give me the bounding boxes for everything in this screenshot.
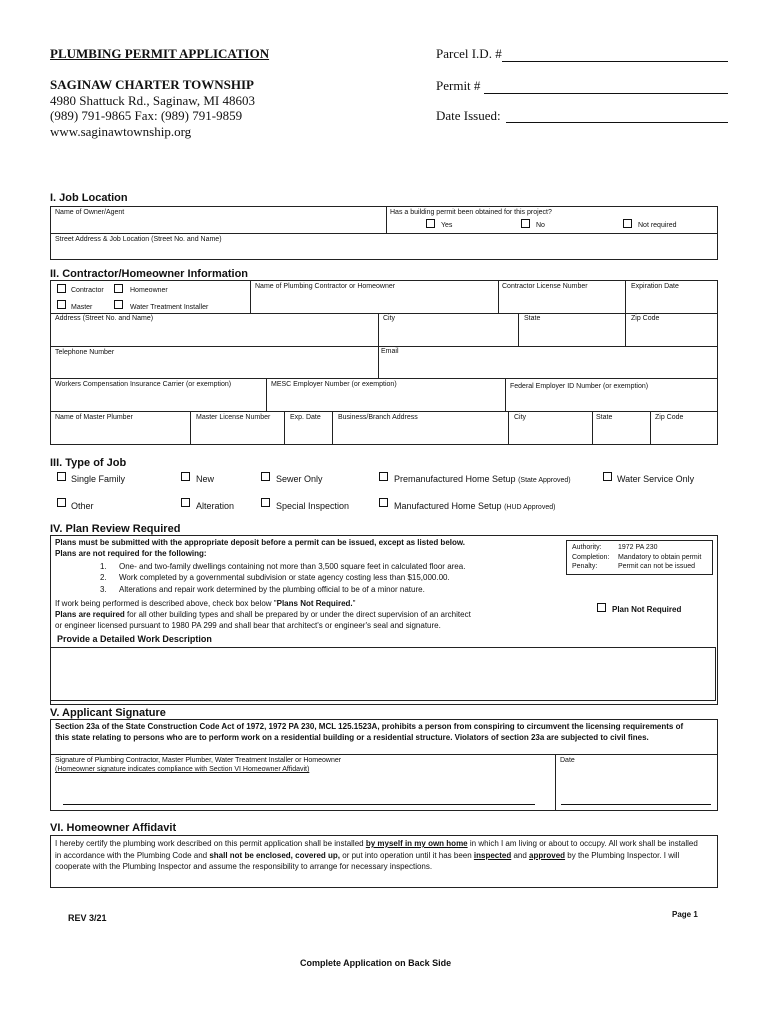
- parcel-field[interactable]: [502, 61, 728, 62]
- plan-review-line2: Plans are not required for the following:: [55, 549, 207, 558]
- permit-yes-checkbox[interactable]: [426, 219, 435, 228]
- city-label: City: [383, 315, 396, 322]
- premanufactured-checkbox[interactable]: [379, 472, 388, 481]
- date-line[interactable]: [561, 804, 711, 805]
- section-1-title: I. Job Location: [50, 192, 128, 204]
- special-inspection-checkbox[interactable]: [261, 498, 270, 507]
- alteration-label: Alteration: [196, 501, 235, 511]
- water-service-checkbox[interactable]: [603, 472, 612, 481]
- affidavit-part-1: I hereby certify the plumbing work described on this permit application shall be installed: [55, 839, 366, 848]
- affidavit-part-8: approved: [529, 850, 566, 860]
- single-family-label: Single Family: [71, 474, 126, 484]
- permit-not-required-label: Not required: [638, 222, 677, 229]
- plan-not-required-label: Plan Not Required: [612, 605, 682, 614]
- plan-not-required-checkbox[interactable]: [597, 603, 606, 612]
- plan-review-line1: Plans must be submitted with the appropriate deposit before a permit can be issued, except as listed below.: [55, 538, 466, 547]
- affidavit-part-7: and: [511, 850, 530, 860]
- org-phone: (989) 791-9865 Fax: (989) 791-9859: [50, 108, 243, 123]
- contractor-name-label: Name of Plumbing Contractor or Homeowner: [255, 283, 396, 290]
- sewer-only-label: Sewer Only: [276, 474, 323, 484]
- street-address-label: Street Address & Job Location (Street No. and Name): [55, 236, 222, 243]
- authority-label: Authority:: [572, 544, 602, 551]
- revision-label: REV 3/21: [68, 913, 107, 923]
- signature-note: (Homeowner signature indicates compliance with Section VI Homeowner Affidavit): [55, 766, 310, 773]
- water-service-label: Water Service Only: [617, 474, 695, 484]
- page-number: Page 1: [672, 910, 698, 919]
- mesc-label: MESC Employer Number (or exemption): [271, 381, 397, 388]
- master-label: Master: [71, 304, 93, 311]
- date-issued-field[interactable]: [506, 122, 728, 123]
- exemption-2-text: Work completed by a governmental subdivision or state agency costing less than $15,000.00.: [119, 573, 450, 582]
- affidavit-part-3: in which I am living or about to occupy. All work shall be installed in accordance with the Plumbing Code and: [55, 839, 698, 860]
- exemption-3-text: Alterations and repair work determined by the plumbing official to be of a minor nature.: [119, 585, 425, 594]
- manufactured-note: (HUD Approved): [504, 504, 556, 511]
- state-label: State: [524, 315, 541, 322]
- note2-bold: Plans are required: [55, 610, 125, 619]
- affidavit-part-9: by the Plumbing Inspector. I will cooperate with the Plumbing Inspector and assume the responsibility to arrange for necessary inspections.: [55, 850, 680, 871]
- water-treatment-label: Water Treatment Installer: [130, 304, 209, 311]
- exemption-1-text: One- and two-family dwellings containing not more than 3,500 square feet in calculated floor area.: [119, 562, 466, 571]
- homeowner-checkbox[interactable]: [114, 284, 123, 293]
- exemption-3-num: 3.: [100, 585, 107, 594]
- telephone-label: Telephone Number: [55, 349, 115, 356]
- affidavit-part-5: or put into operation until it has been: [340, 850, 474, 860]
- date-issued-label: Date Issued:: [436, 108, 501, 123]
- penalty-label: Penalty:: [572, 563, 598, 570]
- permit-no-label: No: [536, 222, 545, 229]
- address-label: Address (Street No. and Name): [55, 315, 154, 322]
- license-number-label: Contractor License Number: [502, 283, 588, 290]
- note1-bold: Plans Not Required.: [276, 599, 353, 608]
- building-permit-question: Has a building permit been obtained for this project?: [390, 209, 552, 216]
- penalty-value: Permit can not be issued: [618, 563, 696, 570]
- owner-label: Name of Owner/Agent: [55, 209, 125, 216]
- org-name: SAGINAW CHARTER TOWNSHIP: [50, 77, 254, 92]
- alteration-checkbox[interactable]: [181, 498, 190, 507]
- workers-comp-label: Workers Compensation Insurance Carrier (or exemption): [55, 381, 232, 388]
- permit-no-checkbox[interactable]: [521, 219, 530, 228]
- single-family-checkbox[interactable]: [57, 472, 66, 481]
- parcel-label: Parcel I.D. #: [436, 46, 502, 61]
- exemption-1-num: 1.: [100, 562, 107, 571]
- org-address: 4980 Shattuck Rd., Saginaw, MI 48603: [50, 93, 255, 108]
- zip2-label: Zip Code: [655, 414, 684, 421]
- city2-label: City: [514, 414, 527, 421]
- affidavit-part-4: shall not be enclosed, covered up,: [209, 850, 341, 860]
- other-checkbox[interactable]: [57, 498, 66, 507]
- homeowner-label: Homeowner: [130, 287, 168, 294]
- exemption-2-num: 2.: [100, 573, 107, 582]
- signature-label: Signature of Plumbing Contractor, Master Plumber, Water Treatment Installer or Homeowner: [55, 757, 342, 764]
- special-inspection-label: Special Inspection: [276, 501, 350, 511]
- signature-line[interactable]: [63, 804, 535, 805]
- completion-label: Completion:: [572, 554, 610, 561]
- sewer-only-checkbox[interactable]: [261, 472, 270, 481]
- form-title: PLUMBING PERMIT APPLICATION: [50, 46, 270, 61]
- back-side-note: Complete Application on Back Side: [300, 958, 452, 968]
- other-label: Other: [71, 501, 94, 511]
- master-license-label: Master License Number: [196, 414, 271, 421]
- water-treatment-checkbox[interactable]: [114, 300, 123, 309]
- premanufactured-note: (State Approved): [518, 477, 571, 484]
- master-plumber-label: Name of Master Plumber: [55, 414, 133, 421]
- federal-id-label: Federal Employer ID Number (or exemption): [510, 383, 649, 390]
- permit-field[interactable]: [484, 93, 728, 94]
- org-website: www.saginawtownship.org: [50, 124, 192, 139]
- section-4-title: IV. Plan Review Required: [50, 523, 181, 535]
- state2-label: State: [596, 414, 613, 421]
- date-label: Date: [560, 757, 575, 764]
- authority-value: 1972 PA 230: [618, 544, 658, 551]
- permit-label: Permit #: [436, 78, 481, 93]
- contractor-checkbox[interactable]: [57, 284, 66, 293]
- manufactured-checkbox[interactable]: [379, 498, 388, 507]
- new-label: New: [196, 474, 215, 484]
- section-2-title: II. Contractor/Homeowner Information: [50, 268, 249, 280]
- zip-label: Zip Code: [631, 315, 660, 322]
- note3: or engineer licensed pursuant to 1980 PA 299 and shall bear that architect's or engineer's seal and signature.: [55, 621, 441, 630]
- permit-yes-label: Yes: [441, 222, 453, 229]
- email-label: Email: [381, 348, 399, 355]
- business-address-label: Business/Branch Address: [338, 414, 418, 421]
- note1-pre: If work being performed is described above, check box below ": [55, 599, 277, 608]
- contractor-label: Contractor: [71, 287, 104, 294]
- manufactured-label: Manufactured Home Setup: [394, 501, 502, 511]
- completion-value: Mandatory to obtain permit: [618, 554, 702, 561]
- premanufactured-label: Premanufactured Home Setup: [394, 474, 516, 484]
- section-5-title: V. Applicant Signature: [50, 707, 166, 719]
- section-23a-statement: Section 23a of the State Construction Code Act of 1972, 1972 PA 230, MCL 125.1523A, prohibits a person from conspiring to circumvent the licensing requirements of this state relating to persons who are to perform work on a residential building or a residential structure. Violators of section 23a are subjected to civil fines.: [55, 722, 684, 742]
- work-description-field[interactable]: [50, 647, 716, 701]
- expiration-label: Expiration Date: [631, 283, 679, 290]
- note2-rest: for all other building types and shall be prepared by or under the direct supervision of an architect: [124, 610, 471, 619]
- master-checkbox[interactable]: [57, 300, 66, 309]
- section-6-title: VI. Homeowner Affidavit: [50, 822, 177, 834]
- new-checkbox[interactable]: [181, 472, 190, 481]
- note1-post: ": [352, 599, 356, 608]
- affidavit-part-6: inspected: [473, 850, 512, 860]
- exp-date-label: Exp. Date: [290, 414, 321, 421]
- affidavit-text: [55, 838, 705, 873]
- section-3-title: III. Type of Job: [50, 457, 127, 469]
- work-description-title: Provide a Detailed Work Description: [57, 634, 212, 644]
- permit-not-required-checkbox[interactable]: [623, 219, 632, 228]
- affidavit-part-2: by myself in my own home: [365, 839, 468, 848]
